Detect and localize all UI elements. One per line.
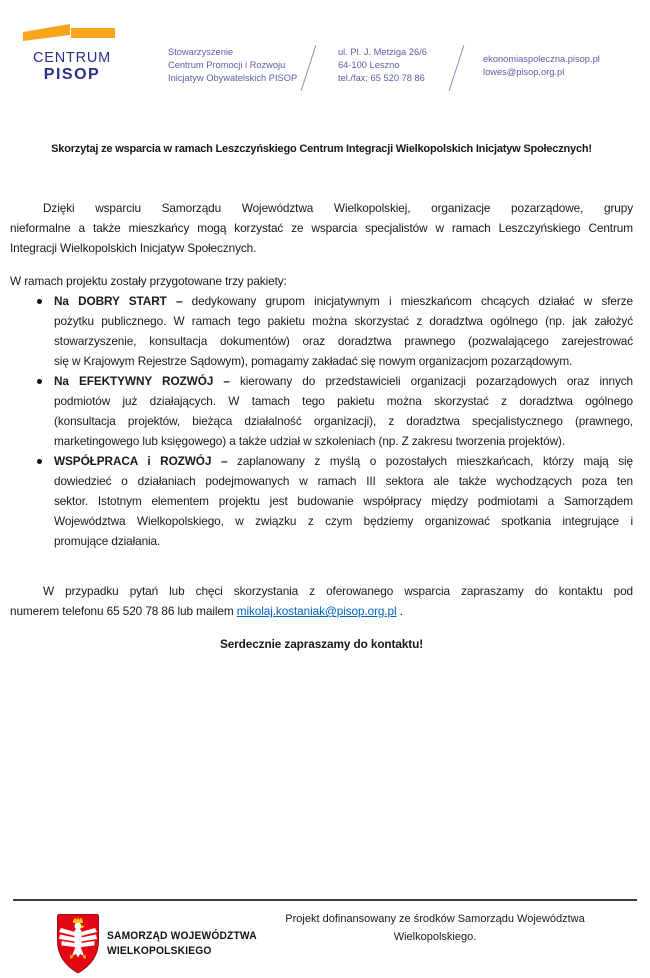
- list-item: [10, 291, 633, 371]
- logo-text-pisop: PISOP: [43, 66, 101, 83]
- paragraph-line: sektor. Istotnym elementem projektu jest budowanie współpracy między podmiotami a Samorządem: [54, 494, 633, 508]
- paragraph-line: [10, 601, 633, 621]
- email-link[interactable]: mikolaj.kostaniak@pisop.org.pl: [236, 604, 397, 618]
- phone-line: tel./fax: 65 520 78 86: [338, 73, 425, 83]
- footer-divider: [13, 899, 637, 901]
- footer-org-line: WIELKOPOLSKIEGO: [107, 945, 212, 957]
- bullet-dot-icon: [37, 299, 42, 304]
- footer-org-name: [107, 929, 257, 959]
- funding-note-line: Projekt dofinansowany ze środków Samorządu Województwa: [285, 913, 585, 925]
- bullet-dot-icon: [37, 379, 42, 384]
- paragraph-line: promujące działania.: [54, 534, 161, 548]
- paragraph-text: numerem telefonu 65 520 78 86 lub mailem: [10, 604, 237, 618]
- website-line: ekonomiaspoleczna.pisop.pl: [483, 54, 600, 64]
- footer-org-line: SAMORZĄD WOJEWÓDZTWA: [107, 930, 257, 942]
- paragraph-line: nieformalne a także mieszkańcy mogą korzystać ze wsparcia specjalistów w ramach Leszczyńskiego Centrum: [10, 221, 633, 235]
- paragraph-line: się w Krajowym Rejestrze Sądowym), pomagamy zakładać się nowym organizacjom pozarządowym.: [54, 354, 573, 368]
- address-block: [338, 46, 427, 85]
- address-line: 64-100 Leszno: [338, 60, 400, 70]
- package-name: WSPÓŁPRACA i ROZWÓJ –: [54, 454, 228, 468]
- paragraph-line: [54, 371, 633, 391]
- paragraph-text: kierowany do przedstawicieli organizacji pozarządowych oraz innych: [229, 374, 634, 388]
- paragraph-line: [54, 291, 633, 311]
- email-line: lowes@pisop.org.pl: [483, 67, 565, 77]
- paragraph-line: W przypadku pytań lub chęci skorzystania z oferowanego wsparcia zapraszamy do kontaktu pod: [43, 584, 633, 598]
- list-item: [10, 371, 633, 451]
- contact-paragraph: [10, 581, 633, 621]
- closing-line: Serdecznie zapraszamy do kontaktu!: [219, 637, 424, 651]
- header-divider: [449, 45, 465, 91]
- paragraph-line: dowiedzieć o działaniach podejmowanych w ramach III sektora ale także wychodzących poza ten: [54, 474, 633, 488]
- address-line: ul. Pl. J. Metziga 26/6: [338, 47, 427, 57]
- intro-paragraph: [10, 198, 633, 258]
- paragraph-text: zaplanowany z myślą o pozostałych mieszkańcach, którzy mają się: [227, 454, 633, 468]
- paragraph-text: dedykowany grupom inicjatywnym i mieszkańcom chcących działać w sferze: [182, 294, 633, 308]
- paragraph-line: Integracji Wielkopolskich Inicjatyw Społecznych.: [10, 241, 257, 255]
- paragraph-line: stowarzyszenie, konsultacja dokumentów) oraz doradztwa prawnego (pozwalającego zarejestrować: [54, 334, 633, 348]
- header-divider: [301, 45, 317, 91]
- org-line: Stowarzyszenie: [168, 47, 234, 57]
- pisop-logo-icon: [23, 23, 117, 42]
- document-body: [0, 141, 650, 652]
- packages-intro-line: W ramach projektu zostały przygotowane trzy pakiety:: [10, 274, 287, 288]
- logo-text-centrum: CENTRUM: [32, 50, 112, 66]
- package-name: Na DOBRY START –: [54, 294, 183, 308]
- org-line: Centrum Promocji i Rozwoju: [168, 60, 286, 70]
- org-line: Inicjatyw Obywatelskich PISOP: [168, 73, 298, 83]
- paragraph-line: podmiotów już działających. W tamach tego pakietu można skorzystać z doradztwa ogólnego: [54, 394, 633, 408]
- list-item: [10, 451, 633, 551]
- packages-list: [10, 291, 633, 551]
- letterhead: [0, 0, 650, 120]
- package-name: Na EFEKTYWNY ROZWÓJ –: [54, 374, 230, 388]
- paragraph-line: pożytku publicznego. W ramach tego pakietu można skorzystać z doradztwa ogólnego (np. jak założyć: [54, 314, 633, 328]
- bullet-dot-icon: [37, 459, 42, 464]
- paragraph-line: (konsultacja projektów, bieżąca działalność organizacji), z doradztwa specjalistycznego (prawnego,: [54, 414, 633, 428]
- org-name-block: [168, 46, 297, 85]
- paragraph-line: [54, 451, 633, 471]
- page-title: Skorzytaj ze wsparcia w ramach Leszczyńskiego Centrum Integracji Wielkopolskich Inicjatyw Społecznych!: [51, 143, 592, 155]
- paragraph-line: marketingowego lub księgowego) a także udział w szkoleniach (np. Z zakresu tworzenia projektów).: [54, 434, 566, 448]
- paragraph-line: Województwa Wielkopolskiego, w związku z czym będziemy organizować spotkania integrujące i: [54, 514, 633, 528]
- funding-note: [270, 911, 600, 946]
- funding-note-line: Wielkopolskiego.: [393, 930, 477, 943]
- paragraph-line: Dzięki wsparciu Samorządu Województwa Wielkopolskiej, organizacje pozarządowe, grupy: [43, 201, 633, 215]
- wielkopolska-crest-icon: [55, 913, 101, 975]
- paragraph-text: .: [396, 604, 403, 618]
- web-contact-block: [483, 53, 600, 79]
